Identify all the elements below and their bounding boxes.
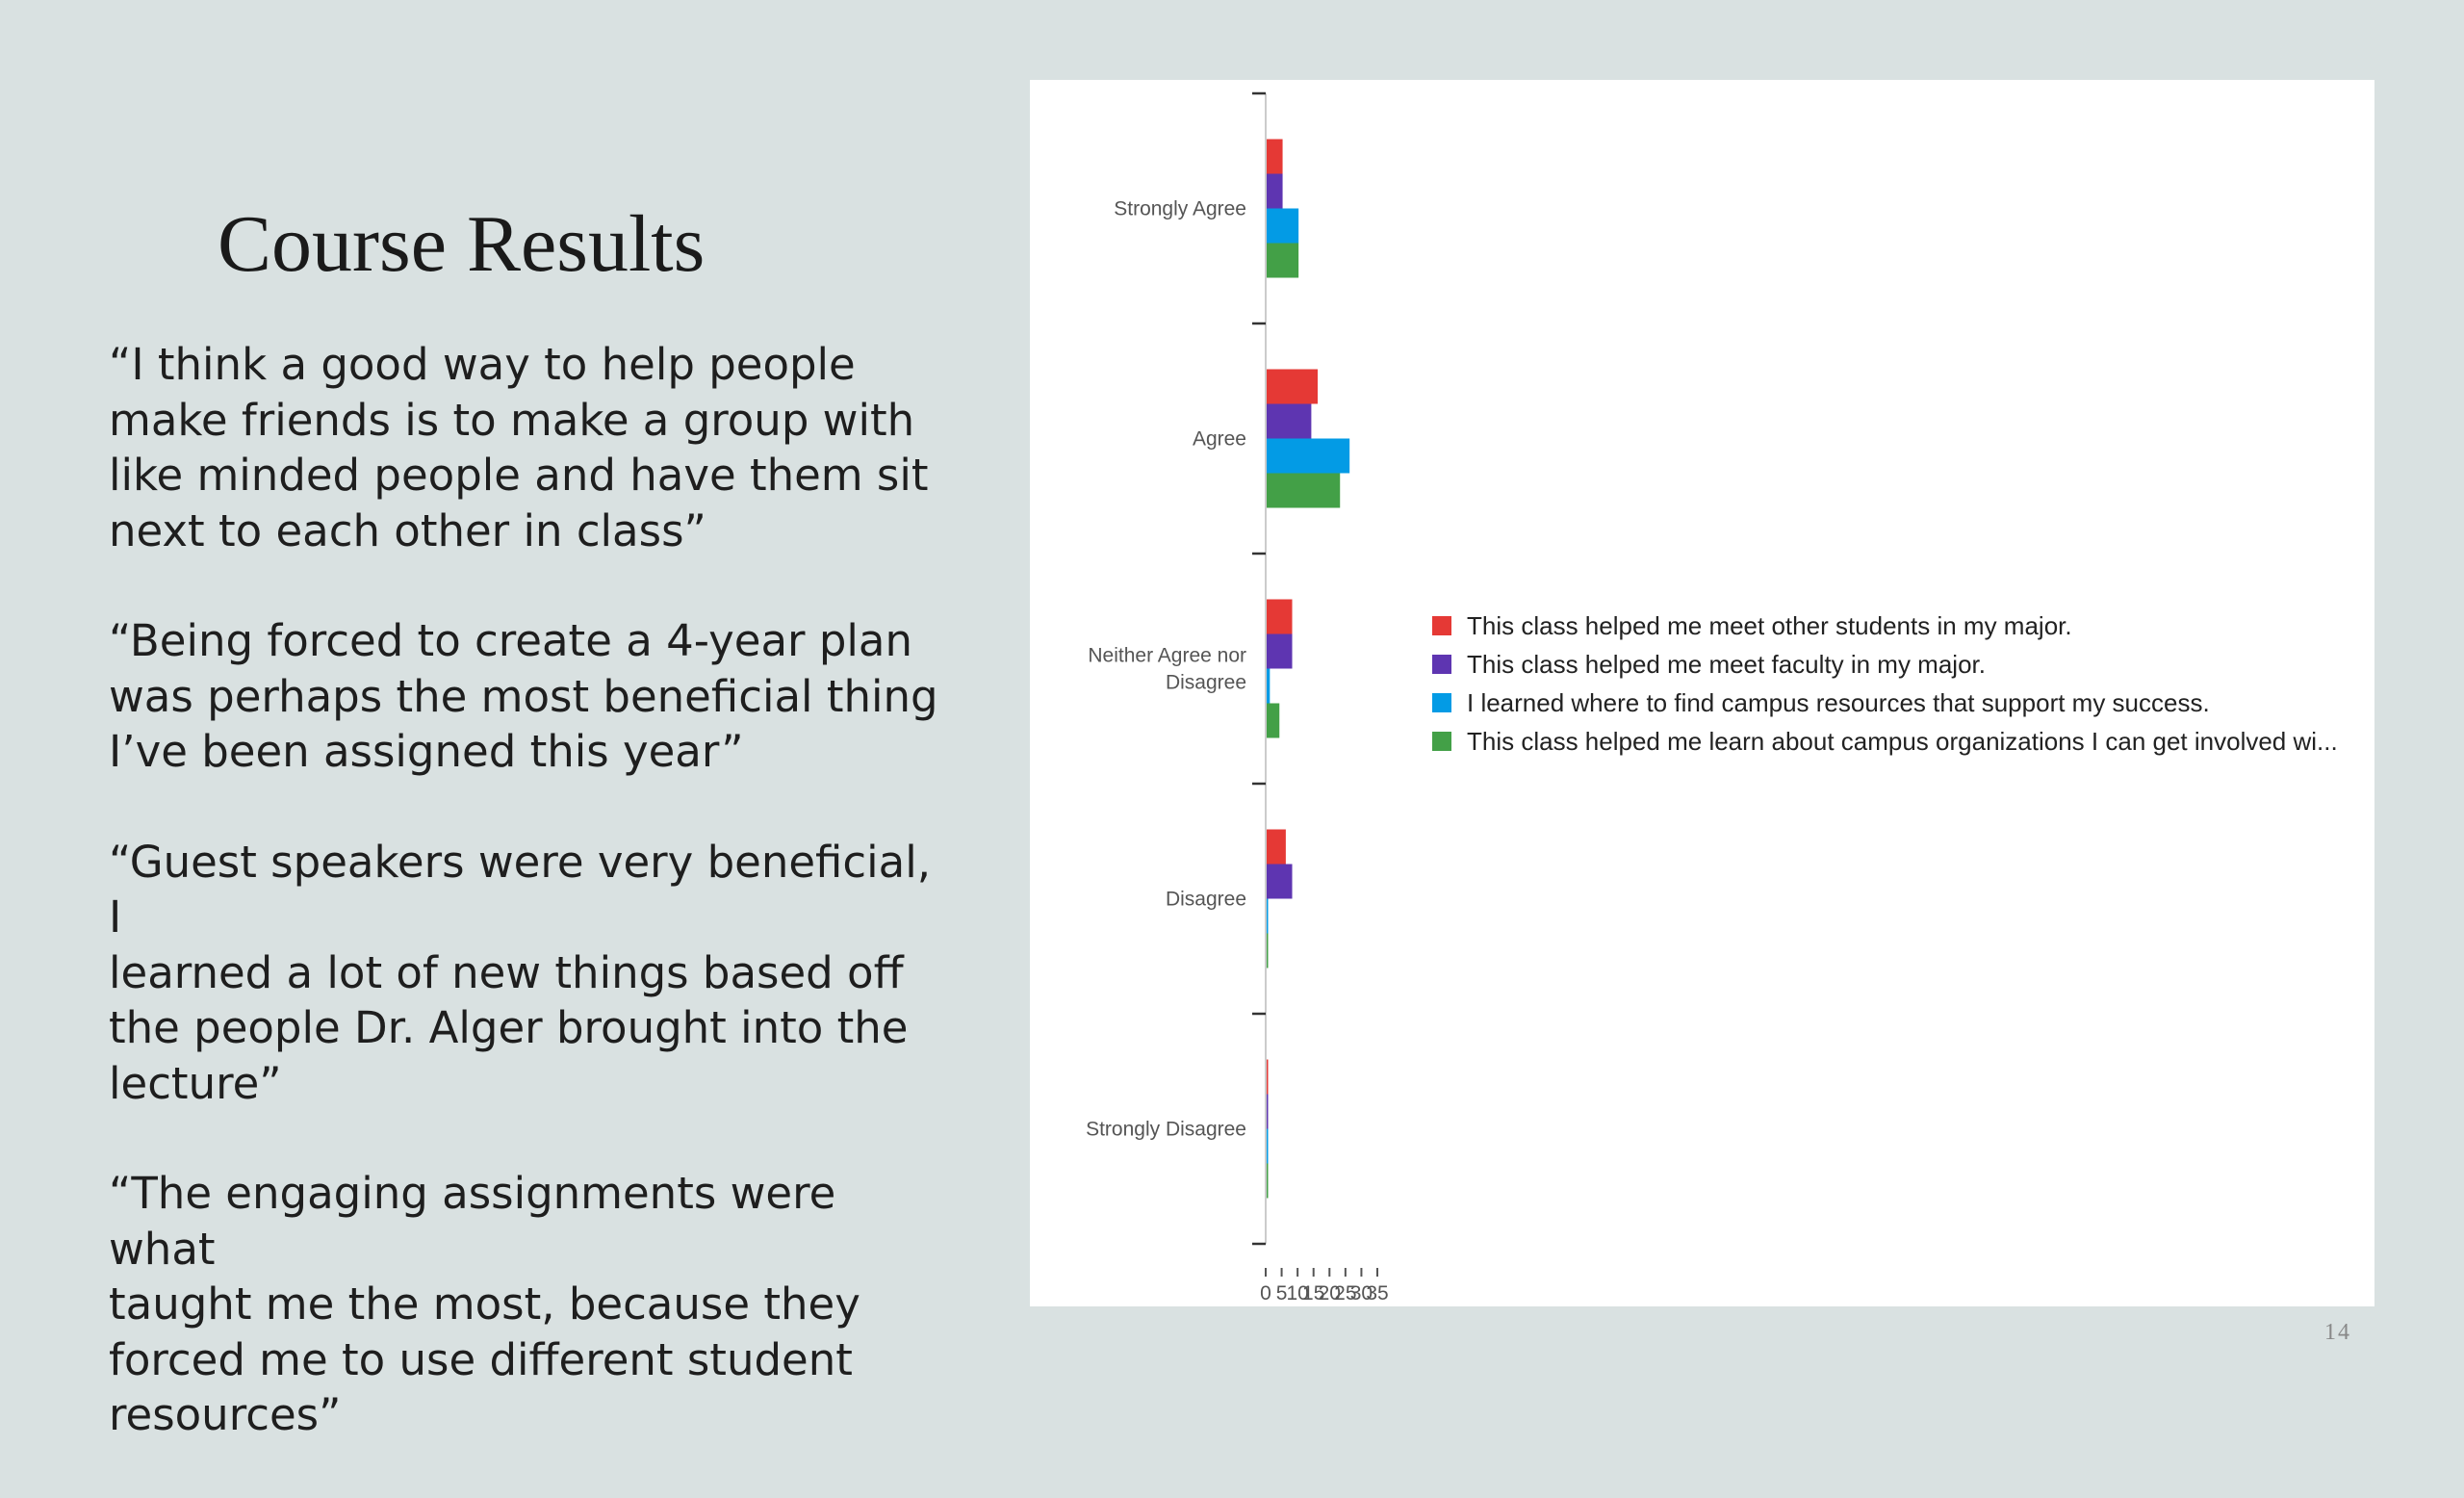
x-tick-label: 30 bbox=[1349, 1282, 1373, 1304]
bar bbox=[1267, 600, 1293, 634]
bar bbox=[1267, 669, 1270, 704]
bar bbox=[1267, 244, 1298, 278]
bar bbox=[1267, 1164, 1269, 1199]
legend-swatch bbox=[1432, 732, 1451, 751]
category-label: Disagree bbox=[1165, 671, 1246, 694]
page-number: 14 bbox=[2324, 1320, 2351, 1345]
legend-label: This class helped me learn about campus organizations I can get involved wi... bbox=[1467, 727, 2338, 756]
bar bbox=[1267, 439, 1349, 474]
bar bbox=[1267, 830, 1286, 865]
quote-text: “Guest speakers were very beneficial, I learned a lot of new things based off the people Dr. Alger brought into the lecture” bbox=[109, 836, 932, 1109]
quote-text: “The engaging assignments were what taught me the most, because they forced me to use different student resources” bbox=[109, 1168, 860, 1440]
category-label: Disagree bbox=[1165, 888, 1246, 911]
bar bbox=[1267, 865, 1293, 899]
bar bbox=[1267, 704, 1279, 738]
bar bbox=[1267, 1095, 1269, 1129]
bar bbox=[1267, 934, 1269, 969]
legend-label: This class helped me meet faculty in my major. bbox=[1467, 650, 1986, 679]
bar bbox=[1267, 1129, 1269, 1164]
slide-title: Course Results bbox=[218, 199, 706, 289]
x-tick-label: 10 bbox=[1286, 1282, 1309, 1304]
legend-swatch bbox=[1432, 616, 1451, 635]
bar bbox=[1267, 634, 1293, 669]
x-tick-label: 35 bbox=[1366, 1282, 1389, 1304]
category-label: Strongly Disagree bbox=[1086, 1118, 1246, 1141]
bar bbox=[1267, 209, 1298, 244]
x-tick-label: 15 bbox=[1302, 1282, 1325, 1304]
quote-text: “Being forced to create a 4-year plan was perhaps the most beneficial thing I’ve been assigned this year” bbox=[109, 615, 938, 777]
category-label: Neither Agree nor bbox=[1088, 644, 1246, 667]
bar bbox=[1267, 1060, 1269, 1095]
chart-panel bbox=[1030, 80, 2374, 1306]
quote-text: “I think a good way to help people make friends is to make a group with like minded people and have them sit next to each other in class” bbox=[109, 339, 929, 556]
bar bbox=[1267, 174, 1283, 209]
category-label: Agree bbox=[1192, 427, 1246, 451]
x-tick-label: 20 bbox=[1318, 1282, 1341, 1304]
survey-bar-chart bbox=[1030, 80, 2374, 1306]
legend-swatch bbox=[1432, 693, 1451, 712]
legend-swatch bbox=[1432, 655, 1451, 674]
bar bbox=[1267, 474, 1340, 508]
x-tick-label: 25 bbox=[1334, 1282, 1357, 1304]
bar bbox=[1267, 370, 1318, 404]
category-label: Strongly Agree bbox=[1114, 197, 1246, 220]
legend-label: I learned where to find campus resources that support my success. bbox=[1467, 688, 2210, 717]
bar bbox=[1267, 899, 1269, 934]
bar bbox=[1267, 140, 1283, 174]
legend-label: This class helped me meet other students in my major. bbox=[1467, 611, 2072, 640]
quotes-list bbox=[109, 337, 956, 1498]
x-tick-label: 5 bbox=[1275, 1282, 1288, 1304]
x-tick-label: 0 bbox=[1260, 1282, 1271, 1304]
bar bbox=[1267, 404, 1311, 439]
